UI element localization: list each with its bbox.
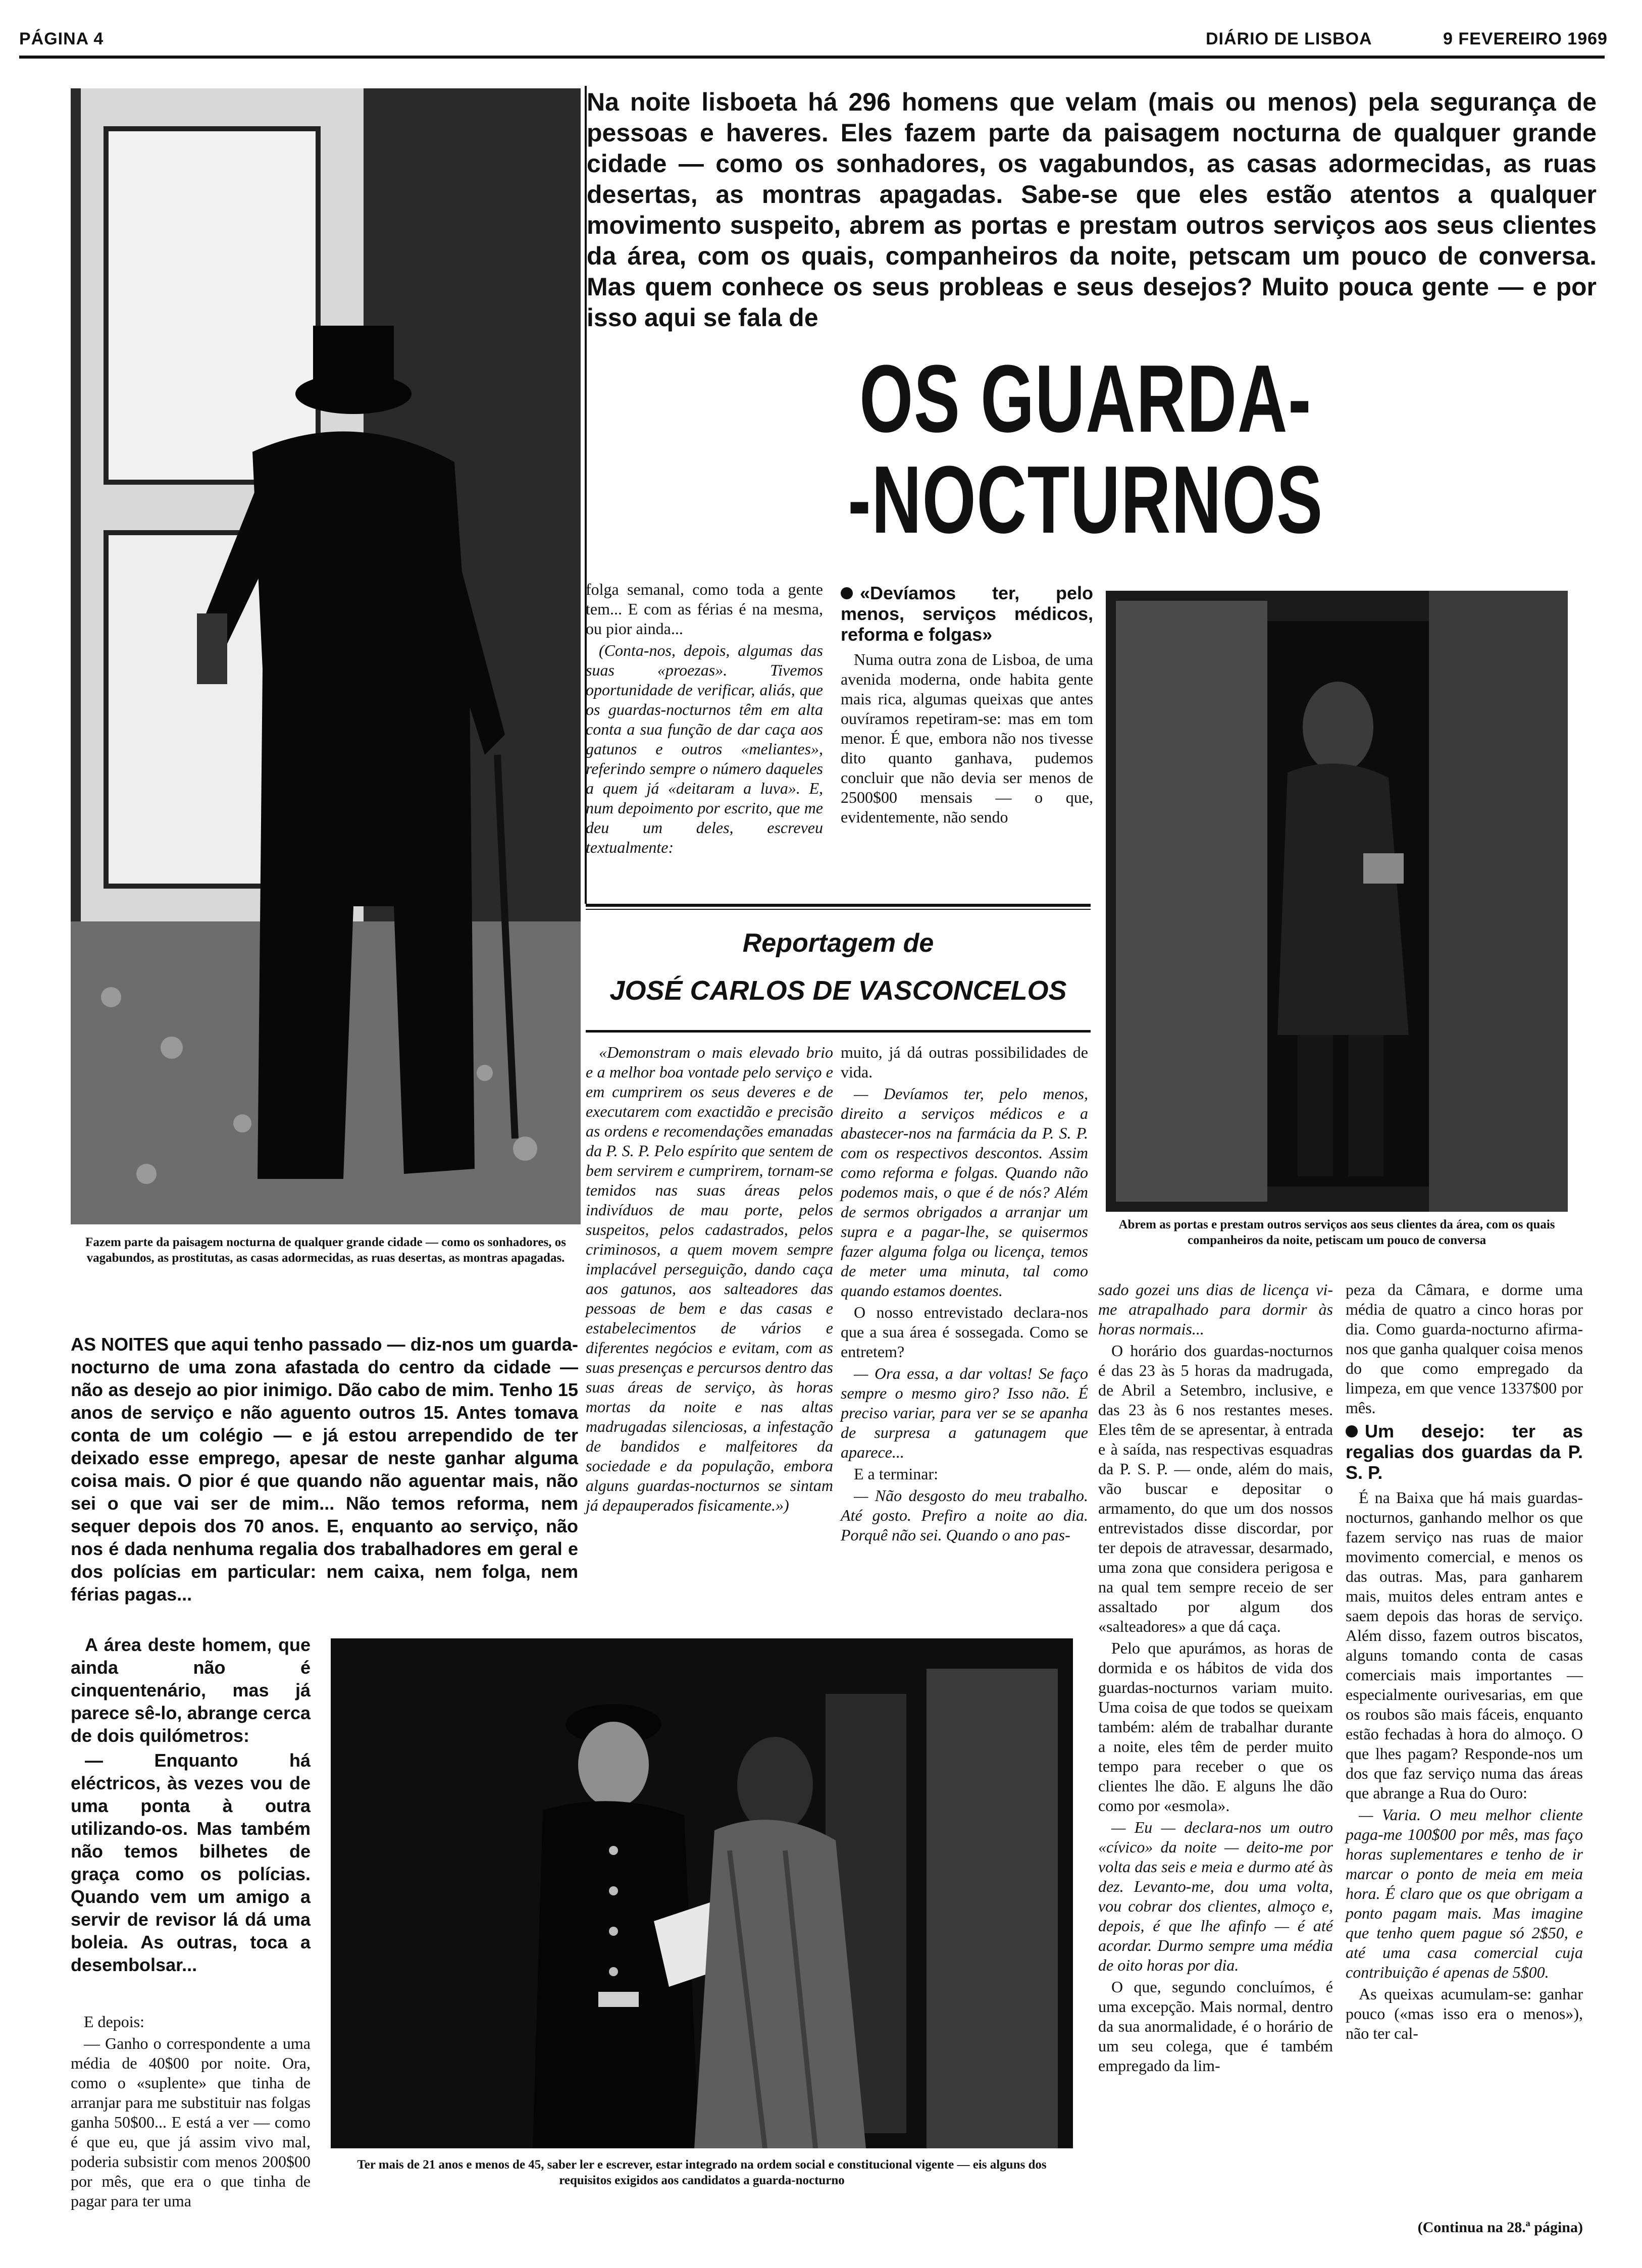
caption-bottom-photo: Ter mais de 21 anos e menos de 45, saber ler e escrever, estar integrado na ordem social e constitucional vigente — eis alguns dos requisitos exigidos aos candidatos a guarda-nocturno [357, 2158, 1047, 2187]
paragraph: A área deste homem, que ainda não é cinquentenário, mas já parece sê-lo, abrange cerca de dois quilómetros: [71, 1634, 311, 1746]
left-narrow-column-cont [71, 2012, 311, 2213]
paragraph: E depois: [84, 2013, 144, 2031]
paragraph: (Conta-nos, depois, algumas das suas «proezas». Tivemos oportunidade de verificar, aliás, que os guardas-nocturnos têm em alta conta a sua função de dar caça aos gatunos e outros «meliantes», referindo sempre o número daqueles a quem já «deitaram a luva». E, num depoimento por escrito, que me deu um deles, escreveu textualmente: [586, 641, 823, 856]
paragraph: — Ora essa, a dar voltas! Se faço sempre o mesmo giro? Isso não. É preciso variar, para ver se se apanha de surpresa a gatunagem que aparece... [841, 1364, 1088, 1461]
continuation-note: (Continua na 28.ª página) [1417, 2219, 1583, 2236]
paragraph: peza da Câmara, e dorme uma média de quatro a cinco horas por dia. Como guarda-nocturno afirma-nos que ganha qualquer coisa menos do que como empregado da limpeza, em que vence 1337$00 por mês. [1346, 1280, 1583, 1417]
left-narrow-column [71, 1633, 311, 1978]
subheading [1346, 1421, 1583, 1483]
issue-date: 9 FEVEREIRO 1969 [1443, 29, 1608, 48]
byline-rule-top [586, 904, 1091, 907]
lead-paragraph: Na noite lisboeta há 296 homens que velam (mais ou menos) pela segurança de pessoas e haveres. Eles fazem parte da paisagem nocturna de qualquer grande cidade — como os sonhadores, os vagabundos, as casas adormecidas, as ruas desertas, as montras apagadas. Sabe-se que eles estão atentos a qualquer movimento suspeito, abrem as portas e prestam outros serviços aos seus clientes da área, com os quais, companheiros da noite, petscam um pouco de conversa. Mas quem conhece os seus probleas e seus desejos? Muito pouca gente — e por isso aqui se fala de [587, 88, 1597, 332]
paragraph: muito, já dá outras possibilidades de vida. [841, 1043, 1088, 1081]
paragraph: «Demonstram o mais elevado brio e a melhor boa vontade pelo serviço e em cumprirem os seus deveres e de executarem com exactidão e precisão as ordens e recomendações emanadas da P. S. P. Pelo espírito que sentem de bem servirem e cumprirem, tornam-se temidos nas suas áreas pelos indivíduos de mau porte, pelos suspeitos, pelos cadastrados, pelos criminosos, a quem movem sempre implacável perseguição, dando caça aos gatunos, aos salteadores das pessoas de bem e das casas e estabelecimentos de vários e diferentes negócios e evitam, com as suas presenças e percursos dentro das suas áreas de serviço, às horas mortas da noite e nas altas madrugadas silenciosas, a infestação de bandidos e malfeitores da sociedade e da população, embora alguns guardas-nocturnos se sintam já depauperados fisicamente.») [586, 1043, 833, 1514]
paragraph: Numa outra zona de Lisboa, de uma avenida moderna, onde habita gente mais rica, algumas queixas que antes ouvíramos repetiram-se: mas em tom menor. É que, embora não nos tivesse dito quanto ganhava, pudemos concluir que não devia ser menos de 2500$00 mensais — o que, evidentemente, não sendo [841, 650, 1093, 826]
bullet-icon [1346, 1425, 1358, 1437]
paragraph: E a terminar: [854, 1465, 939, 1483]
left-column-intro [71, 1333, 578, 1608]
byline-rule-bottom [586, 1030, 1091, 1033]
paragraph: AS NOITES que aqui tenho passado — diz-nos um guarda-nocturno de uma zona afastada do centro da cidade — não as desejo ao pior inimigo. Dão cabo de mim. Tenho 15 anos de serviço e não aguento outros 15. Antes tomava conta de um colégio — e já estou arrependido de ter deixado esse emprego, apesar de neste ganhar alguma coisa mais. O pior é que quando não aguentar mais, não sei o que vai ser de mim... Não temos reforma, nem sequer depois dos 70 anos. E, enquanto ao serviço, não nos é dada nenhuma regalia dos trabalhadores em geral e dos polícias em particular: nem caixa, nem folga, nem férias pagas... [71, 1334, 578, 1605]
photo-watchman-doorway [1106, 591, 1568, 1212]
column-2-top [586, 580, 823, 859]
subheading [841, 583, 1093, 645]
paragraph: — Ganho o correspondente a uma média de 40$00 por noite. Ora, como o «suplente» que tinha de arranjar para me substituir nas folgas ganha 50$00... E está a ver — como é que eu, que já assim vivo mal, poderia subsistir com menos 200$00 por mês, que era o que tinha de pagar para ter uma [71, 2034, 311, 2210]
paragraph: O que, segundo concluímos, é uma excepção. Mais normal, dentro da sua anormalidade, é o horário de um seu colega, que é também empregado da lim- [1098, 1978, 1333, 2075]
paragraph: — Devíamos ter, pelo menos, direito a serviços médicos e a abastecer-nos na farmácia da P. S. P. com os respectivos descontos. Assim como reforma e folgas. Quando não podemos mais, o que é de nós? Além de sermos obrigados a arranjar um supra e a pagar-lhe, se quisermos fazer alguma folga ou licença, temos de meter uma minuta, tal como quando estamos doentes. [841, 1085, 1088, 1300]
photo-watchman-and-woman [331, 1638, 1073, 2148]
paragraph: — Varia. O meu melhor cliente paga-me 100$00 por mês, mas faço horas suplementares e tenho de ir marcar o ponto de meia em meia hora. É claro que os que obrigam a ponto pagam mais. Mas imagine que tenho quem pague só 2$50, e até uma casa comercial cuja contribuição é apenas de 5$00. [1346, 1806, 1583, 1981]
newspaper-name: DIÁRIO DE LISBOA [1206, 29, 1372, 48]
column-3-mid [841, 1043, 1088, 1547]
page-number: PÁGINA 4 [19, 29, 104, 48]
subheading-text: Um desejo: ter as regalias dos guardas da P. S. P. [1346, 1421, 1583, 1483]
byline-name: JOSÉ CARLOS DE VASCONCELOS [609, 975, 1067, 1006]
caption-left-photo: Fazem parte da paisagem nocturna de qualquer grande cidade — como os sonhadores, os vagabundos, as prostitutas, as casas adormecidas, as ruas desertas, as montras apagadas. [85, 1235, 566, 1265]
column-5 [1346, 1280, 1583, 2045]
paragraph: folga semanal, como toda a gente tem... E com as férias é na mesma, ou pior ainda... [586, 580, 823, 638]
paragraph: — Eu — declara-nos um outro «cívico» da noite — deito-me por volta das seis e meia e durmo até às dez. Levanto-me, dou uma volta, vou cobrar dos clientes, almoço e, depois, é que lhe afinfo — é até acordar. Durmo sempre uma média de oito horas por dia. [1098, 1818, 1333, 1974]
paragraph: Pelo que apurámos, as horas de dormida e os hábitos de vida dos guardas-nocturnos variam muito. Uma coisa de que todos se queixam também: além de trabalhar durante a noite, eles têm de perder muito tempo para receber o que os clientes lhe dão. E alguns lhe dão como por «esmola». [1098, 1639, 1333, 1815]
paragraph: — Enquanto há eléctricos, às vezes vou de uma ponta à outra utilizando-os. Mas também não temos bilhetes de graça como os polícias. Quando vem um amigo a servir de revisor lá dá uma boleia. As outras, toca a desembolsar... [71, 1750, 311, 1975]
column-3-top [841, 580, 1093, 829]
caption-right-photo: Abrem as portas e prestam outros serviços aos seus clientes da área, com os quais companheiros da noite, petiscam um pouco de conversa [1118, 1218, 1555, 1247]
paragraph: As queixas acumulam-se: ganhar pouco («mas isso era o menos»), não ter cal- [1346, 1985, 1583, 2042]
headline-line-2: -NOCTURNOS [848, 446, 1323, 553]
column-4 [1098, 1280, 1333, 2078]
paragraph: sado gozei uns dias de licença vi-me atrapalhado para dormir às horas normais... [1098, 1280, 1333, 1338]
paragraph: — Não desgosto do meu trabalho. Até gosto. Prefiro a noite ao dia. Porquê não sei. Quando o ano pas- [841, 1486, 1088, 1544]
header-rule [19, 56, 1605, 59]
paragraph: O nosso entrevistado declara-nos que a sua área é sossegada. Como se entretem? [841, 1303, 1088, 1361]
byline-rule-top-thin [586, 909, 1091, 910]
headline-line-1: OS GUARDA- [859, 345, 1312, 452]
byline-intro: Reportagem de [742, 929, 934, 958]
paragraph: É na Baixa que há mais guardas-nocturnos, ganhando melhor os que fazem serviço nas ruas de maior movimento comercial, e menos os das outras. Mas, para ganharem mais, muitos deles entram antes e saem depois das horas de serviço. Além disso, fazem outros biscatos, alguns tomando conta de casas comerciais mais importantes — especialmente ourivesarias, em que os roubos são mais fáceis, enquanto estão fechadas à hora do almoço. O que lhes pagam? Responde-nos um dos que faz serviço numa das áreas que abrange a Rua do Ouro: [1346, 1488, 1583, 1802]
headline [591, 345, 1580, 553]
subheading-text: «Devíamos ter, pelo menos, serviços médicos, reforma e folgas» [841, 583, 1093, 645]
bullet-icon [841, 587, 853, 599]
column-2-mid [586, 1043, 833, 1517]
photo-watchman-door [71, 88, 581, 1224]
paragraph: O horário dos guardas-nocturnos é das 23 às 5 horas da madrugada, de Abril a Setembro, inclusive, e das 23 às 6 nos restantes meses. Eles têm de se apresentar, à entrada e à saída, nas respectivas esquadras da P. S. P. — onde, além do mais, vão buscar e depositar o armamento, do que um dos nossos entrevistados disse discordar, por ter depois de atravessar, desarmado, uma zona que considera perigosa e na qual tem sempre receio de ser assaltado por algum dos «salteadores» a que dá caça. [1098, 1342, 1333, 1635]
